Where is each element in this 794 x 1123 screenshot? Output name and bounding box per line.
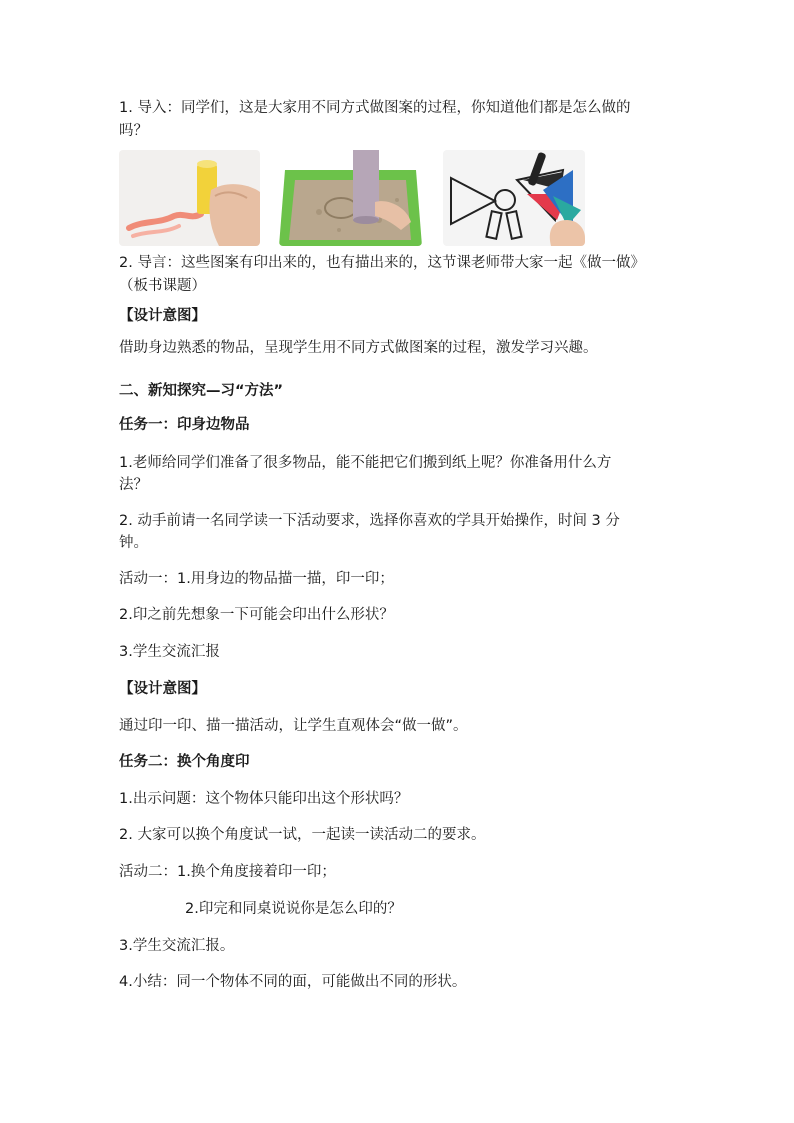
lead-line-1: 2. 导言：这些图案有印出来的，也有描出来的，这节课老师带大家一起《做一做》 [119,255,645,271]
task-2-item-4: 4.小结：同一个物体不同的面，可能做出不同的形状。 [119,974,467,990]
activity-2: 活动二：1.换个角度接着印一印； [119,864,336,880]
design-intent-text-1: 借助身边熟悉的物品，呈现学生用不同方式做图案的过程，激发学习兴趣。 [119,340,598,356]
task-1-item-1-line-1: 1.老师给同学们准备了很多物品，能不能把它们搬到纸上呢？你准备用什么方 [119,455,612,471]
section-2-heading: 二、新知探究—习“方法” [119,383,284,399]
task-1-item-2-line-1: 2. 动手前请一名同学读一下活动要求，选择你喜欢的学具开始操作，时间 3 分 [119,513,620,529]
task-2-item-2: 2. 大家可以换个角度试一试，一起读一读活动二的要求。 [119,827,486,843]
intro-line-2: 吗？ [119,123,148,139]
lead-line-2: （板书课题） [119,278,206,294]
photo-strip [119,150,589,246]
task-2-item-1: 1.出示问题：这个物体只能印出这个形状吗？ [119,791,409,807]
photo-sand-tray [279,150,422,246]
intro-line-1: 1. 导入：同学们，这是大家用不同方式做图案的过程，你知道他们都是怎么做的 [119,100,631,116]
design-intent-heading-2: 【设计意图】 [119,681,206,697]
activity-1: 活动一：1.用身边的物品描一描，印一印； [119,571,394,587]
activity-2-step-2: 2.印完和同桌说说你是怎么印的？ [185,901,402,917]
task-1-heading: 任务一：印身边物品 [119,417,250,433]
task-2-item-3: 3.学生交流汇报。 [119,938,235,954]
task-1-item-3: 3.学生交流汇报 [119,644,220,660]
photo-printing-with-glue-stick [119,150,260,246]
task-1-item-2-line-2: 钟。 [119,535,148,551]
activity-1-step-2: 2.印之前先想象一下可能会印出什么形状？ [119,607,394,623]
design-intent-heading-1: 【设计意图】 [119,308,206,324]
design-intent-text-2: 通过印一印、描一描活动，让学生直观体会“做一做”。 [119,718,468,734]
photo-tracing-shapes [443,150,585,246]
task-1-item-1-line-2: 法？ [119,477,148,493]
task-2-heading: 任务二：换个角度印 [119,754,250,770]
